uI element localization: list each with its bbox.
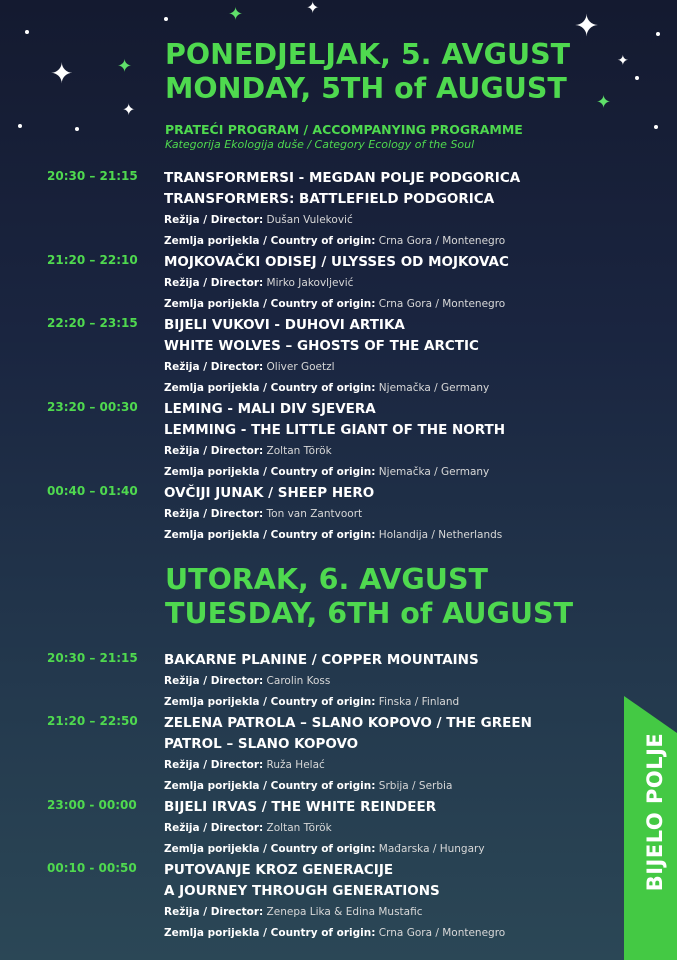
director-value: Zoltan Török (266, 445, 332, 457)
entry-director (164, 818, 620, 839)
day1-title-en: MONDAY, 5TH of AUGUST (165, 72, 567, 105)
programme-category: Kategorija Ekologija duše / Category Ecology of the Soul (165, 138, 475, 151)
entry-title: LEMING - MALI DIV SJEVERA (164, 401, 376, 417)
schedule-entry (0, 650, 620, 713)
schedule-entry (0, 399, 620, 483)
entry-title: MOJKOVAČKI ODISEJ / ULYSSES OD MOJKOVAC (164, 254, 509, 270)
entry-time: 00:10 - 00:50 (47, 861, 137, 875)
star-icon: ✦ (228, 4, 244, 25)
entry-title-alt: PATROL – SLANO KOPOVO (164, 736, 359, 752)
director-value: Oliver Goetzl (266, 361, 335, 373)
entry-title: PUTOVANJE KROZ GENERACIJE (164, 862, 394, 878)
entry-time: 20:30 – 21:15 (47, 651, 138, 665)
director-label: Režija / Director: (164, 277, 264, 289)
star-icon: ✦ (574, 9, 600, 44)
country-label: Zemlja porijekla / Country of origin: (164, 298, 376, 310)
day2-title-local: UTORAK, 6. AVGUST (165, 563, 488, 596)
country-value: Srbija / Serbia (378, 780, 453, 792)
country-value: Mađarska / Hungary (378, 843, 485, 855)
country-label: Zemlja porijekla / Country of origin: (164, 696, 376, 708)
country-label: Zemlja porijekla / Country of origin: (164, 843, 376, 855)
star-dot (164, 17, 168, 21)
schedule-entry (0, 713, 620, 797)
director-value: Ton van Zantvoort (266, 508, 363, 520)
country-value: Njemačka / Germany (378, 466, 490, 478)
schedule-entry (0, 168, 620, 252)
entry-country (164, 294, 620, 315)
entry-title-alt: WHITE WOLVES – GHOSTS OF THE ARCTIC (164, 338, 479, 354)
schedule-entry (0, 315, 620, 399)
entry-title: ZELENA PATROLA – SLANO KOPOVO / THE GREEN (164, 715, 532, 731)
star-dot (635, 76, 639, 80)
director-value: Ruža Helać (266, 759, 325, 771)
schedule-entry (0, 860, 620, 944)
entry-country (164, 462, 620, 483)
country-value: Njemačka / Germany (378, 382, 490, 394)
programme-title: PRATEĆI PROGRAM / ACCOMPANYING PROGRAMME (165, 122, 523, 137)
schedule-entry (0, 252, 620, 315)
star-dot (75, 127, 79, 131)
entry-title: TRANSFORMERSI - MEGDAN POLJE PODGORICA (164, 170, 521, 186)
entry-director (164, 755, 620, 776)
country-label: Zemlja porijekla / Country of origin: (164, 235, 376, 247)
programme-heading (165, 122, 523, 152)
star-icon: ✦ (596, 92, 612, 113)
entry-director (164, 902, 620, 923)
director-label: Režija / Director: (164, 675, 264, 687)
day1-title-local: PONEDJELJAK, 5. AVGUST (165, 38, 571, 71)
star-icon: ✦ (306, 0, 320, 17)
director-value: Carolin Koss (266, 675, 331, 687)
location-banner-text: BIJELO POLJE (643, 732, 667, 892)
schedule-entry (0, 483, 620, 546)
director-label: Režija / Director: (164, 759, 264, 771)
star-icon: ✦ (122, 100, 136, 119)
entry-director (164, 441, 620, 462)
entry-title: BIJELI VUKOVI - DUHOVI ARTIKA (164, 317, 405, 333)
country-value: Finska / Finland (378, 696, 460, 708)
country-value: Crna Gora / Montenegro (378, 927, 506, 939)
director-value: Zenepa Lika & Edina Mustafic (266, 906, 423, 918)
director-value: Zoltan Török (266, 822, 332, 834)
star-dot (18, 124, 22, 128)
day2-title-en: TUESDAY, 6TH of AUGUST (165, 597, 574, 630)
country-label: Zemlja porijekla / Country of origin: (164, 780, 376, 792)
entry-title: OVČIJI JUNAK / SHEEP HERO (164, 485, 375, 501)
star-dot (654, 125, 658, 129)
entry-title: BAKARNE PLANINE / COPPER MOUNTAINS (164, 652, 479, 668)
entry-country (164, 378, 620, 399)
director-value: Mirko Jakovljević (266, 277, 354, 289)
entry-director (164, 357, 620, 378)
director-label: Režija / Director: (164, 508, 264, 520)
star-dot (25, 30, 29, 34)
star-dot (656, 32, 660, 36)
star-icon: ✦ (117, 56, 133, 77)
entry-country (164, 525, 620, 546)
entry-time: 23:20 – 00:30 (47, 400, 138, 414)
entry-title-alt: A JOURNEY THROUGH GENERATIONS (164, 883, 440, 899)
country-value: Crna Gora / Montenegro (378, 235, 506, 247)
country-value: Holandija / Netherlands (378, 529, 503, 541)
entry-time: 23:00 - 00:00 (47, 798, 137, 812)
entry-country (164, 692, 620, 713)
entry-time: 00:40 – 01:40 (47, 484, 138, 498)
entry-country (164, 776, 620, 797)
schedule-entry (0, 797, 620, 860)
entry-country (164, 231, 620, 252)
entry-time: 21:20 – 22:50 (47, 714, 138, 728)
country-label: Zemlja porijekla / Country of origin: (164, 466, 376, 478)
entry-director (164, 210, 620, 231)
country-label: Zemlja porijekla / Country of origin: (164, 927, 376, 939)
star-icon: ✦ (617, 53, 629, 69)
country-label: Zemlja porijekla / Country of origin: (164, 529, 376, 541)
entry-director (164, 273, 620, 294)
entry-director (164, 671, 620, 692)
country-label: Zemlja porijekla / Country of origin: (164, 382, 376, 394)
entry-time: 22:20 – 23:15 (47, 316, 138, 330)
director-label: Režija / Director: (164, 906, 264, 918)
entry-title: BIJELI IRVAS / THE WHITE REINDEER (164, 799, 437, 815)
director-label: Režija / Director: (164, 361, 264, 373)
entry-time: 20:30 – 21:15 (47, 169, 138, 183)
entry-country (164, 839, 620, 860)
entry-title-alt: TRANSFORMERS: BATTLEFIELD PODGORICA (164, 191, 495, 207)
director-label: Režija / Director: (164, 445, 264, 457)
director-value: Dušan Vuleković (266, 214, 353, 226)
entry-title-alt: LEMMING - THE LITTLE GIANT OF THE NORTH (164, 422, 506, 438)
director-label: Režija / Director: (164, 822, 264, 834)
entry-time: 21:20 – 22:10 (47, 253, 138, 267)
director-label: Režija / Director: (164, 214, 264, 226)
country-value: Crna Gora / Montenegro (378, 298, 506, 310)
entry-country (164, 923, 620, 944)
star-icon: ✦ (50, 57, 74, 90)
entry-director (164, 504, 620, 525)
